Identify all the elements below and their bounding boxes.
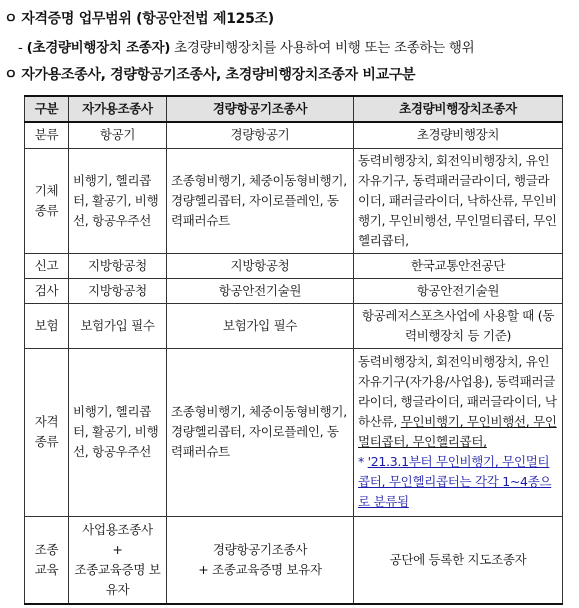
table-cell bbox=[69, 516, 167, 604]
scope-prefix: (초경량비행장치 조종자) bbox=[26, 40, 171, 56]
table-cell: 항공레저스포츠사업에 사용할 때 (동력비행장치 등 기준) bbox=[354, 303, 563, 348]
plus-sign: + bbox=[112, 541, 123, 557]
table-cell: 보험가입 필수 bbox=[167, 303, 354, 348]
header-private-pilot: 자가용조종사 bbox=[69, 96, 167, 122]
row-label: 분류 bbox=[25, 122, 69, 148]
table-cell: 초경량비행장치 bbox=[354, 122, 563, 148]
table-cell bbox=[167, 516, 354, 604]
table-row bbox=[25, 516, 563, 604]
table-cell: 경량항공기 bbox=[167, 122, 354, 148]
table-cell: 지방항공청 bbox=[69, 278, 167, 303]
comparison-table bbox=[24, 95, 563, 605]
table-cell: 동력비행장치, 회전익비행장치, 유인자유기구, 동력패러글라이더, 행글라이더, 패러글라이더, 낙하산류, 무인비행기, 무인비행선, 무인멀티콥터, 무인헬리콥터, bbox=[354, 148, 563, 253]
header-ultralight-pilot: 초경량비행장치조종자 bbox=[354, 96, 563, 122]
scope-description bbox=[18, 36, 474, 56]
table-cell: 조종형비행기, 체중이동형비행기, 경량헬리콥터, 자이로플레인, 동력패러슈트 bbox=[167, 148, 354, 253]
dash: - bbox=[18, 40, 23, 56]
header-light-aircraft-pilot: 경량항공기조종사 bbox=[167, 96, 354, 122]
bullet-icon: ㅇ bbox=[4, 11, 18, 27]
table-cell: 보험가입 필수 bbox=[69, 303, 167, 348]
license-list: 동력비행장치, 회전익비행장치, 유인자유기구(자가용/사업용), 동력패러글라이더, 행글라이더, 패러글라이더, 낙하산류, bbox=[358, 354, 557, 429]
table-cell: 항공안전기술원 bbox=[354, 278, 563, 303]
table-cell: 항공기 bbox=[69, 122, 167, 148]
cell-line: 조종교육증명 보유자 bbox=[74, 561, 161, 597]
table-cell: 비행기, 헬리콥터, 활공기, 비행선, 항공우주선 bbox=[69, 348, 167, 516]
table-header-row bbox=[25, 96, 563, 122]
section-title: 자격증명 업무범위 (항공안전법 제125조) bbox=[21, 11, 274, 27]
footnote bbox=[358, 452, 558, 512]
table-cell: 비행기, 헬리콥터, 활공기, 비행선, 항공우주선 bbox=[69, 148, 167, 253]
bullet-icon: ㅇ bbox=[4, 67, 18, 83]
footnote-text: '21.3.1부터 무인비행기, 무인멀티콥터, 무인헬리콥터는 각각 1~4종으로 분류됨 bbox=[358, 454, 552, 509]
row-label: 보험 bbox=[25, 303, 69, 348]
table-cell: 조종형비행기, 체중이동형비행기, 경량헬리콥터, 자이로플레인, 동력패러슈트 bbox=[167, 348, 354, 516]
table-row bbox=[25, 122, 563, 148]
section-heading-scope bbox=[4, 8, 274, 28]
cell-line: 경량항공기조종사 bbox=[212, 541, 308, 557]
row-label: 조종 교육 bbox=[25, 516, 69, 604]
table-row bbox=[25, 303, 563, 348]
table-row bbox=[25, 348, 563, 516]
table-row bbox=[25, 253, 563, 278]
table-cell: 지방항공청 bbox=[167, 253, 354, 278]
footnote-mark: * bbox=[358, 454, 364, 469]
table-cell: 항공안전기술원 bbox=[167, 278, 354, 303]
table-cell bbox=[354, 348, 563, 516]
table-cell: 한국교통안전공단 bbox=[354, 253, 563, 278]
row-label: 기체 종류 bbox=[25, 148, 69, 253]
table-cell: 지방항공청 bbox=[69, 253, 167, 278]
cell-line: 사업용조종사 bbox=[82, 521, 153, 537]
row-label: 검사 bbox=[25, 278, 69, 303]
table-cell: 공단에 등록한 지도조종자 bbox=[354, 516, 563, 604]
table-row bbox=[25, 278, 563, 303]
section-title: 자가용조종사, 경량항공기조종사, 초경량비행장치조종자 비교구분 bbox=[21, 67, 416, 83]
row-label: 자격 종류 bbox=[25, 348, 69, 516]
header-category: 구분 bbox=[25, 96, 69, 122]
scope-text: 초경량비행장치를 사용하여 비행 또는 조종하는 행위 bbox=[174, 40, 475, 56]
cell-line: + 조종교육증명 보유자 bbox=[198, 561, 322, 577]
unmanned-license-list: 무인비행기, 무인비행선, 무인멀티콥터, 무인헬리콥터, bbox=[358, 414, 557, 449]
table-row bbox=[25, 148, 563, 253]
section-heading-comparison bbox=[4, 64, 415, 84]
row-label: 신고 bbox=[25, 253, 69, 278]
